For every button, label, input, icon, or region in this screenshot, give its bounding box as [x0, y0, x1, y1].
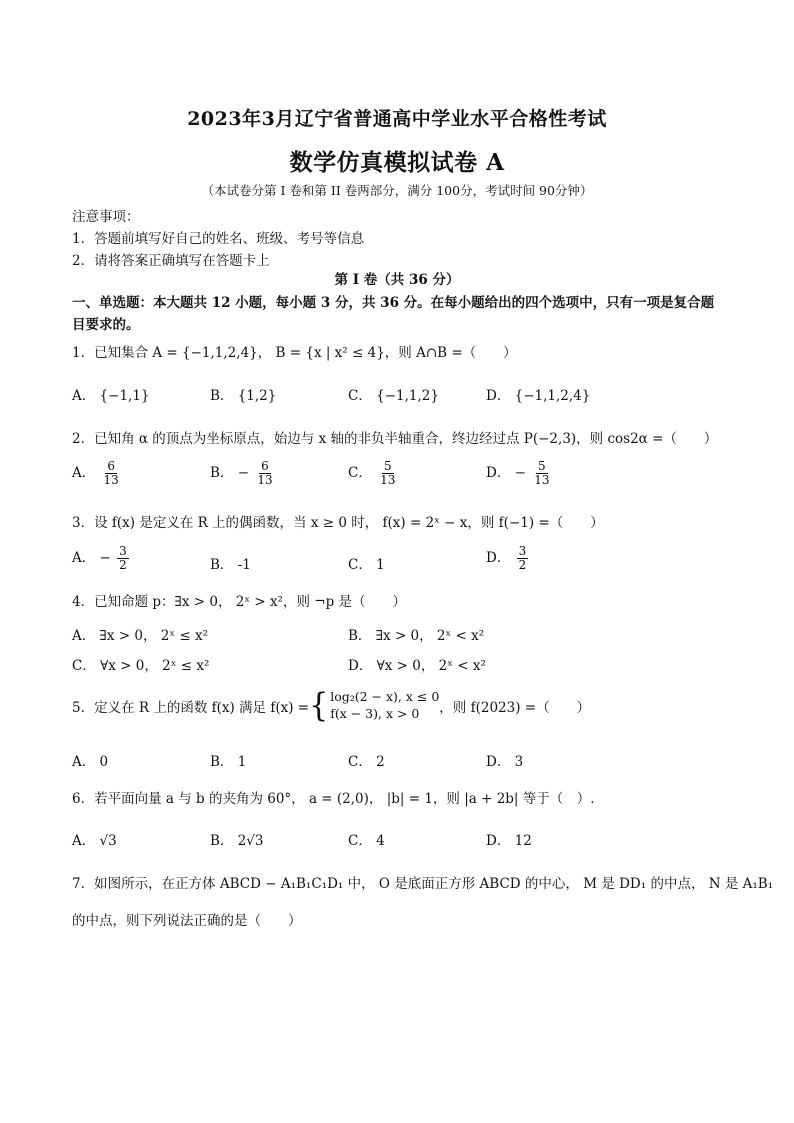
q1-option-a: A． {−1,1}	[72, 388, 150, 404]
section-title: 第 I 卷（共 36 分）	[334, 272, 460, 288]
q2-option-c: C． $\frac{5}{13}$	[348, 459, 396, 488]
q4-option-c: C． ∀x > 0， 2ˣ ≤ x²	[72, 658, 210, 674]
q1-option-c: C． {−1,1,2}	[348, 388, 439, 404]
question-5-stem: 5．定义在 R 上的函数 f(x) 满足 f(x) = { log₂(2 − x), x ≤ 0 f(x − 3), x > 0 ，则 f(2023) =（ ）	[72, 686, 591, 725]
q4-option-d: D． ∀x > 0， 2ˣ < x²	[348, 658, 486, 674]
notice-item: 2．请将答案正确填写在答题卡上	[72, 253, 270, 269]
exam-note: （本试卷分第 I 卷和第 II 卷两部分，满分 100分，考试时间 90分钟）	[201, 183, 593, 198]
q2-option-d: D． − $\frac{5}{13}$	[486, 459, 550, 488]
q4-option-a: A． ∃x > 0， 2ˣ ≤ x²	[72, 628, 208, 644]
fraction: $\frac{5}{13}$	[380, 459, 396, 488]
q5-option-c: C． 2	[348, 754, 385, 770]
q1-option-b: B． {1,2}	[210, 388, 277, 404]
q2-option-b: B． − $\frac{6}{13}$	[210, 459, 273, 488]
q6-option-c: C． 4	[348, 833, 385, 849]
question-1-stem: 1．已知集合 A = {−1,1,2,4}， B = {x | x² ≤ 4}，则 A∩B =（ ）	[72, 345, 517, 361]
question-7-stem: 7．如图所示，在正方体 ABCD − A₁B₁C₁D₁ 中， O 是底面正方形 ABCD 的中心， M 是 DD₁ 的中点， N 是 A₁B₁	[72, 876, 774, 892]
fraction: $\frac{5}{13}$	[534, 459, 550, 488]
q3-option-c: C． 1	[348, 557, 385, 573]
exam-subtitle: 数学仿真模拟试卷 A	[289, 149, 505, 176]
fraction: $\frac{3}{2}$	[518, 544, 527, 573]
section-instruction: 一、单选题：本大题共 12 小题，每小题 3 分，共 36 分。在每小题给出的四个选项中，只有一项是复合题	[72, 295, 715, 311]
notice-item: 1．答题前填写好自己的姓名、班级、考号等信息	[72, 231, 365, 247]
question-6-stem: 6．若平面向量 a 与 b 的夹角为 60°， a = (2,0)， |b| = 1，则 |a + 2b| 等于（ ）.	[72, 791, 595, 807]
q3-option-a: A． − $\frac{3}{2}$	[72, 544, 127, 573]
question-2-stem: 2．已知角 α 的顶点为坐标原点，始边与 x 轴的非负半轴重合，终边经过点 P(−2,3)，则 cos2α =（ ）	[72, 431, 718, 447]
piecewise-function: log₂(2 − x), x ≤ 0 f(x − 3), x > 0	[330, 689, 440, 721]
q4-option-b: B． ∃x > 0， 2ˣ < x²	[348, 628, 485, 644]
piecewise-brace: {	[309, 686, 329, 725]
notice-heading: 注意事项：	[72, 209, 140, 225]
exam-title: 2023年3月辽宁省普通高中学业水平合格性考试	[187, 108, 607, 130]
question-7-stem-cont: 的中点，则下列说法正确的是（ ）	[72, 913, 302, 929]
q6-option-b: B． 2√3	[210, 833, 264, 849]
section-instruction-cont: 目要求的。	[72, 317, 140, 333]
fraction: $\frac{6}{13}$	[257, 459, 273, 488]
q3-option-b: B． -1	[210, 557, 251, 573]
q5-option-b: B． 1	[210, 754, 247, 770]
fraction: $\frac{6}{13}$	[103, 459, 119, 488]
q5-option-a: A． 0	[72, 754, 109, 770]
q2-option-a: A． $\frac{6}{13}$	[72, 459, 119, 488]
q6-option-a: A． √3	[72, 833, 117, 849]
fraction: $\frac{3}{2}$	[119, 544, 127, 573]
q6-option-d: D． 12	[486, 833, 532, 849]
q1-option-d: D． {−1,1,2,4}	[486, 388, 591, 404]
question-3-stem: 3．设 f(x) 是定义在 R 上的偶函数，当 x ≥ 0 时， f(x) = 2ˣ − x，则 f(−1) =（ ）	[72, 515, 604, 531]
q5-option-d: D． 3	[486, 754, 524, 770]
question-4-stem: 4．已知命题 p：∃x > 0， 2ˣ > x²，则 ¬p 是（ ）	[72, 594, 406, 610]
q3-option-d: D． $\frac{3}{2}$	[486, 544, 527, 573]
